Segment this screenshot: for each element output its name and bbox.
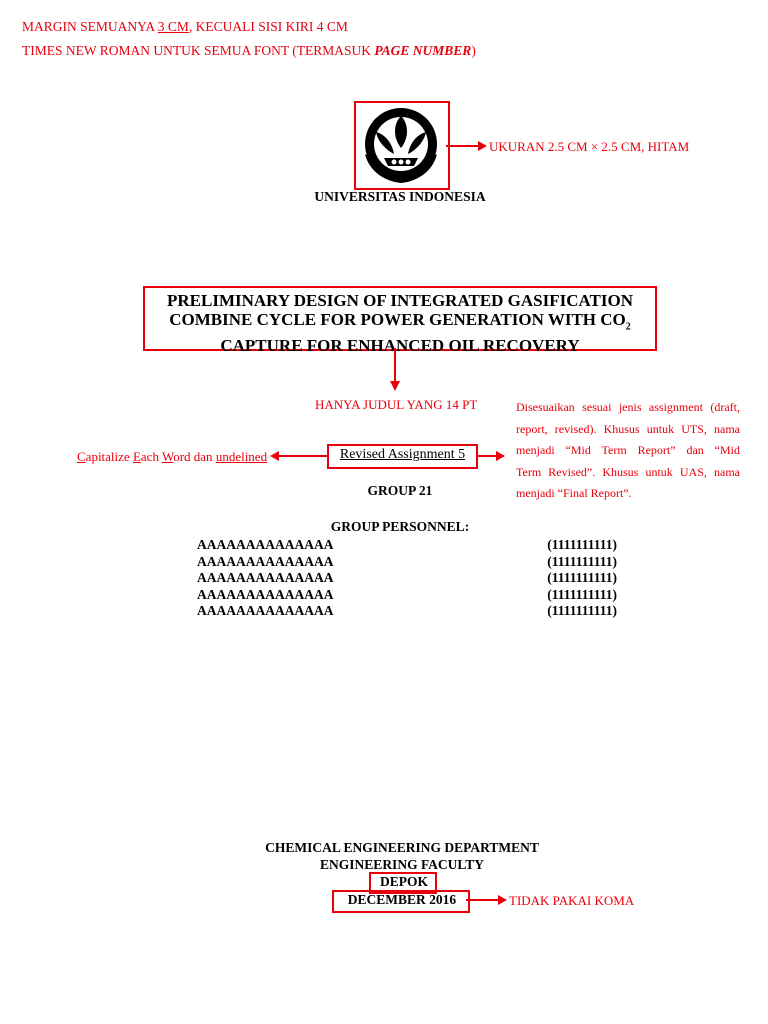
font-note-italic: PAGE NUMBER (374, 43, 472, 58)
member-id: (1111111111) (547, 603, 617, 618)
capitalize-note-part: ach (140, 449, 162, 464)
member-name: AAAAAAAAAAAAAA (197, 553, 334, 569)
assignment-note-line: report, revised). Khusus untuk UTS, nama (516, 421, 740, 436)
list-item (197, 537, 617, 554)
margin-note (22, 19, 348, 35)
font-note-prefix: TIMES NEW ROMAN UNTUK SEMUA FONT (TERMASUK (22, 43, 375, 58)
personnel-list (197, 537, 617, 620)
margin-note-suffix: , KECUALI SISI KIRI 4 CM (188, 19, 348, 34)
capitalize-note-part: ord dan (173, 449, 216, 464)
capitalize-note-w: W (161, 449, 174, 464)
list-item (197, 587, 617, 604)
assignment-note-line: Term Revised”. Khusus untuk UAS, nama (516, 464, 740, 479)
member-name: AAAAAAAAAAAAAA (197, 603, 334, 618)
title-line-3: CAPTURE FOR ENHANCED OIL RECOVERY (220, 336, 580, 356)
document-title (145, 291, 655, 355)
assignment-note-line: menjadi “Mid Term Report” dan “Mid (516, 443, 740, 457)
personnel-heading: GROUP PERSONNEL: (330, 519, 470, 534)
member-name: AAAAAAAAAAAAAA (197, 586, 334, 602)
date-format-note: TIDAK PAKAI KOMA (509, 893, 635, 908)
member-id: (1111111111) (547, 586, 617, 602)
logo-note-arrow (446, 139, 488, 153)
title-note-arrow (388, 348, 402, 394)
logo-size-note: UKURAN 2.5 CM × 2.5 CM, HITAM (489, 139, 690, 154)
capitalize-note (77, 449, 267, 465)
font-note-suffix: ) (471, 43, 476, 58)
assignment-label-text: Revised Assignment 5 (339, 447, 466, 462)
assignment-right-arrow (476, 449, 506, 463)
title-line-2 (145, 310, 655, 336)
university-name: UNIVERSITAS INDONESIA (314, 189, 486, 204)
margin-note-underlined: 3 CM (157, 19, 189, 34)
member-id: (1111111111) (547, 537, 617, 552)
assignment-note-line: Disesuaikan sesuai jenis assignment (draft, (516, 400, 740, 414)
assignment-note-line: menjadi “Final Report”. (516, 486, 632, 500)
capitalize-note-c: C (77, 449, 86, 464)
member-name: AAAAAAAAAAAAAA (197, 537, 334, 552)
margin-note-prefix: MARGIN SEMUANYA (22, 19, 158, 34)
member-id: (1111111111) (547, 570, 617, 585)
title-font-size-note: HANYA JUDUL YANG 14 PT (315, 397, 478, 412)
title-line-1: PRELIMINARY DESIGN OF INTEGRATED GASIFICATION (166, 291, 633, 310)
list-item (197, 603, 617, 620)
title-line-2-main: COMBINE CYCLE FOR POWER GENERATION WITH CO (169, 310, 626, 329)
list-item (197, 554, 617, 571)
assignment-left-arrow (270, 449, 328, 463)
member-id: (1111111111) (547, 553, 617, 569)
submission-date: DECEMBER 2016 (347, 892, 457, 907)
member-name: AAAAAAAAAAAAAA (197, 570, 334, 585)
city-name: DEPOK (379, 874, 428, 889)
capitalize-note-undelined: undelined (215, 449, 268, 464)
faculty-name: ENGINEERING FACULTY (320, 857, 484, 872)
assignment-label (329, 447, 476, 463)
group-number: GROUP 21 (367, 483, 433, 498)
department-name: CHEMICAL ENGINEERING DEPARTMENT (265, 840, 539, 855)
capitalize-note-e: E (132, 449, 141, 464)
title-line-2-subscript: 2 (625, 321, 631, 333)
font-note (22, 43, 476, 59)
list-item (197, 570, 617, 587)
date-note-arrow (466, 893, 510, 907)
makara-ui-logo-icon (358, 104, 444, 184)
capitalize-note-part: apitalize (85, 449, 133, 464)
